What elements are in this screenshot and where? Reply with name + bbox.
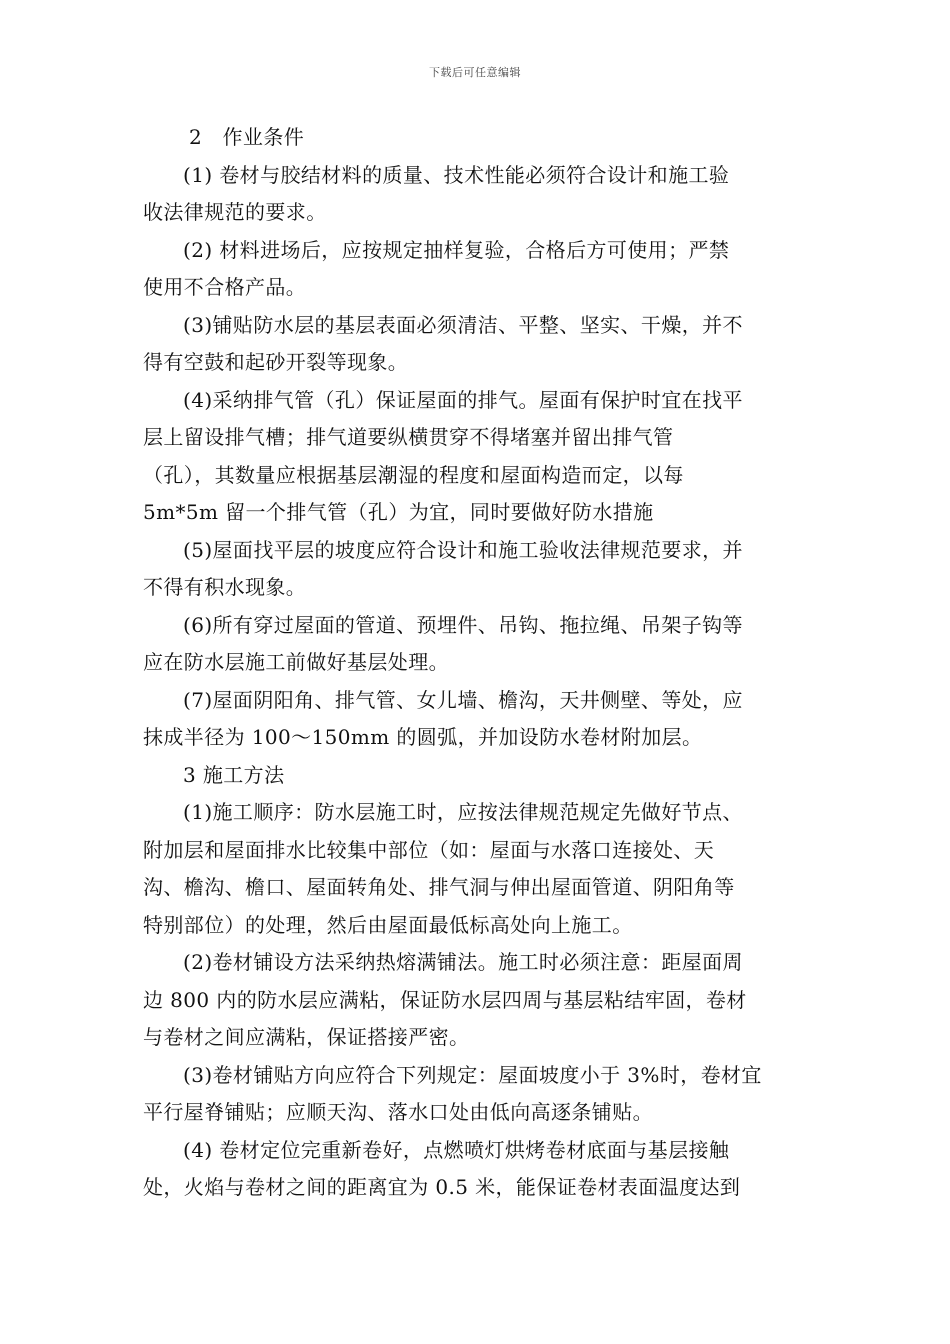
paragraph-line: （孔），其数量应根据基层潮湿的程度和屋面构造而定，以每 bbox=[143, 462, 684, 487]
section-heading-2: 2 作业条件 bbox=[189, 125, 305, 149]
paragraph-line: 层上留设排气槽；排气道要纵横贯穿不得堵塞并留出排气管 bbox=[143, 425, 674, 449]
paragraph-line: (4)采纳排气管（孔）保证屋面的排气。屋面有保护时宜在找平 bbox=[183, 387, 743, 412]
paragraph-line: 平行屋脊铺贴；应顺天沟、落水口处由低向高逐条铺贴。 bbox=[143, 1100, 653, 1124]
paragraph-line: 抹成半径为 100～150mm 的圆弧，并加设防水卷材附加层。 bbox=[143, 725, 703, 749]
paragraph-line: 收法律规范的要求。 bbox=[143, 200, 327, 224]
paragraph-line: (4) 卷材定位完重新卷好，点燃喷灯烘烤卷材底面与基层接触 bbox=[183, 1137, 730, 1162]
paragraph-line: 边 800 内的防水层应满粘，保证防水层四周与基层粘结牢固，卷材 bbox=[143, 987, 747, 1012]
paragraph-line: (3)卷材铺贴方向应符合下列规定：屋面坡度小于 3%时，卷材宜 bbox=[183, 1062, 762, 1087]
paragraph-line: (2) 材料进场后，应按规定抽样复验，合格后方可使用；严禁 bbox=[183, 237, 730, 262]
paragraph-line: 沟、檐沟、檐口、屋面转角处、排气洞与伸出屋面管道、阴阳角等 bbox=[143, 875, 735, 899]
paragraph-line: 特别部位）的处理，然后由屋面最低标高处向上施工。 bbox=[143, 912, 633, 937]
paragraph-line: (6)所有穿过屋面的管道、预埋件、吊钩、拖拉绳、吊架子钩等 bbox=[183, 612, 743, 637]
paragraph-line: 得有空鼓和起砂开裂等现象。 bbox=[143, 350, 409, 374]
paragraph-line: 5m*5m 留一个排气管（孔）为宜，同时要做好防水措施 bbox=[143, 500, 654, 524]
paragraph-line: (3)铺贴防水层的基层表面必须清洁、平整、坚实、干燥，并不 bbox=[183, 312, 743, 337]
paragraph-line: (2)卷材铺设方法采纳热熔满铺法。施工时必须注意：距屋面周 bbox=[183, 950, 743, 974]
paragraph-line: 处，火焰与卷材之间的距离宜为 0.5 米，能保证卷材表面温度达到 bbox=[143, 1175, 741, 1199]
paragraph-line: (5)屋面找平层的坡度应符合设计和施工验收法律规范要求，并 bbox=[183, 537, 743, 562]
paragraph-line: (1) 卷材与胶结材料的质量、技术性能必须符合设计和施工验 bbox=[183, 162, 730, 187]
paragraph-line: 附加层和屋面排水比较集中部位（如：屋面与水落口连接处、天 bbox=[143, 837, 715, 862]
paragraph-line: (7)屋面阴阳角、排气管、女儿墙、檐沟，天井侧壁、等处，应 bbox=[183, 687, 743, 712]
paragraph-line: 不得有积水现象。 bbox=[143, 575, 307, 599]
page-header: 下载后可任意编辑 bbox=[429, 66, 521, 79]
section-heading-3: 3 施工方法 bbox=[183, 762, 285, 787]
paragraph-line: 应在防水层施工前做好基层处理。 bbox=[143, 650, 449, 674]
paragraph-line: (1)施工顺序：防水层施工时，应按法律规范规定先做好节点、 bbox=[183, 800, 743, 824]
paragraph-line: 使用不合格产品。 bbox=[143, 275, 307, 299]
document-body bbox=[143, 119, 803, 1207]
paragraph-line: 与卷材之间应满粘，保证搭接严密。 bbox=[143, 1025, 470, 1049]
